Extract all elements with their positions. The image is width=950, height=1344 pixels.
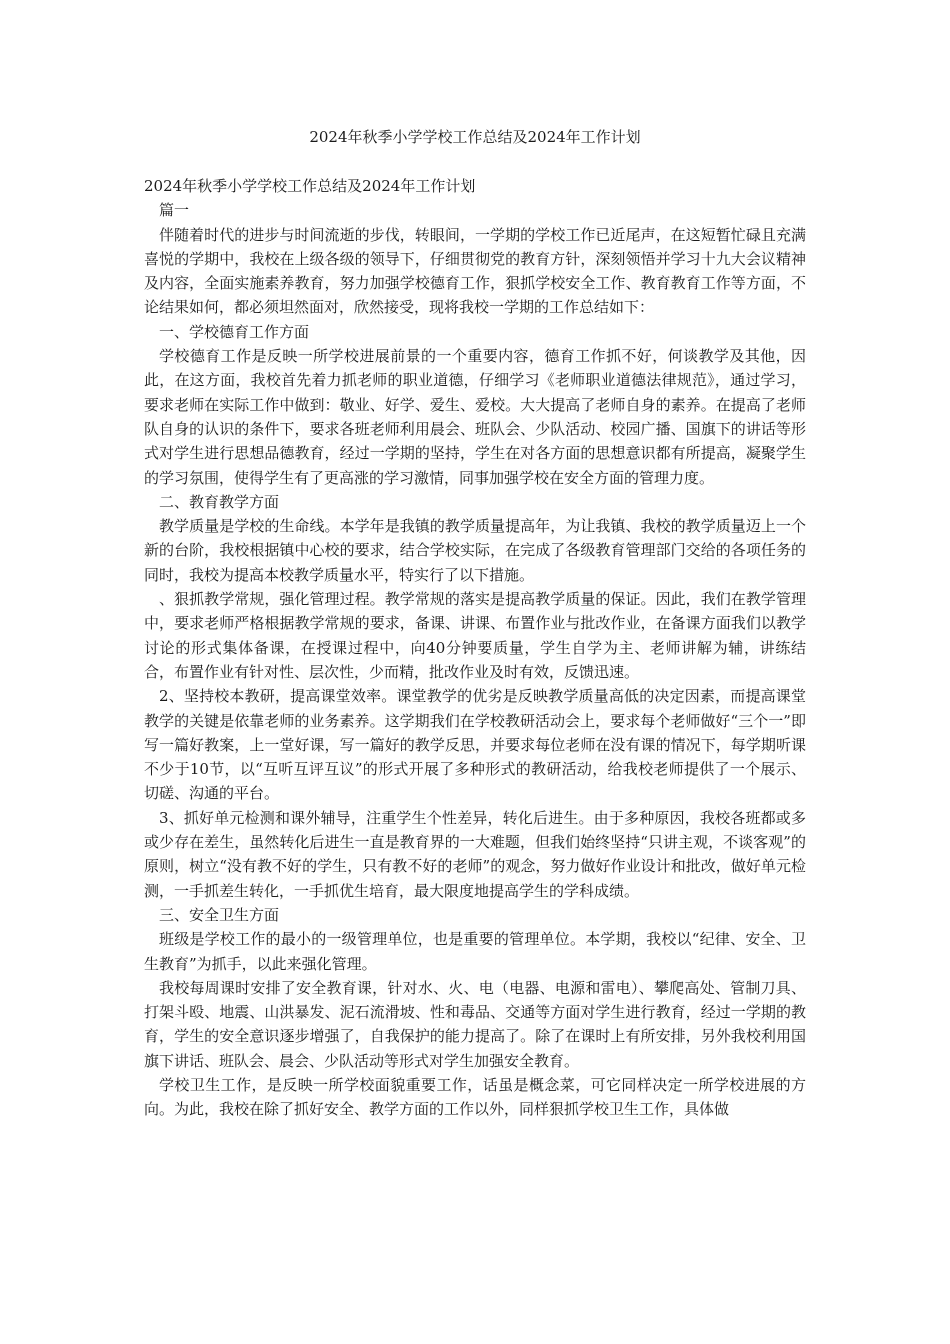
- document-subtitle: 2024年秋季小学学校工作总结及2024年工作计划: [144, 177, 476, 195]
- paragraph-class-management: 班级是学校工作的最小的一级管理单位，也是重要的管理单位。本学期，我校以“纪律、安全、卫生教育”为抓手，以此来强化管理。: [144, 930, 806, 973]
- paragraph-safety-education: 我校每周课时安排了安全教育课，针对水、火、电（电器、电源和雷电）、攀爬高处、管制刀具、打架斗殴、地震、山洪暴发、泥石流滑坡、性和毒品、交通等方面对学生进行教育，经过一学期的教育，学生的安全意识逐步增强了，自我保护的能力提高了。除了在课时上有所安排，另外我校利用国旗下讲话、班队会、晨会、少队活动等形式对学生加强安全教育。: [144, 978, 806, 1070]
- section-heading-teaching: 二、教育教学方面: [159, 492, 280, 511]
- paragraph-intro: 伴随着时代的进步与时间流逝的步伐，转眼间，一学期的学校工作已近尾声，在这短暂忙碌且充满喜悦的学期中，我校在上级各级的领导下，仔细贯彻党的教育方针，深刻领悟并学习十九大会议精神及内容，全面实施素养教育，努力加强学校德育工作，狠抓学校安全工作、教育教育工作等方面，不论结果如何，都必须坦然面对，欣然接受，现将我校一学期的工作总结如下：: [144, 225, 806, 317]
- paragraph-teaching-quality: 教学质量是学校的生命线。本学年是我镇的教学质量提高年，为让我镇、我校的教学质量迈上一个新的台阶，我校根据镇中心校的要求，结合学校实际，在完成了各级教育管理部门交给的各项任务的同时，我校为提高本校教学质量水平，特实行了以下措施。: [144, 517, 806, 584]
- paragraph-teaching-routine: 、狠抓教学常规，强化管理过程。教学常规的落实是提高教学质量的保证。因此，我们在教学管理中，要求老师严格根据教学常规的要求，备课、讲课、布置作业与批改作业，在备课方面我们以教学讨论的形式集体备课，在授课过程中，向40分钟要质量，学生自学为主、老师讲解为辅，讲练结合，布置作业有针对性、层次性，少而精，批改作业及时有效，反馈迅速。: [144, 590, 806, 681]
- section-heading-moral-education: 一、学校德育工作方面: [159, 322, 310, 341]
- part-label: 篇一: [159, 201, 190, 220]
- document-title: 2024年秋季小学学校工作总结及2024年工作计划: [309, 128, 641, 146]
- document-body: [144, 174, 806, 1122]
- paragraph-moral-education: 学校德育工作是反映一所学校进展前景的一个重要内容，德育工作抓不好，何谈教学及其他，因此，在这方面，我校首先着力抓老师的职业道德，仔细学习《老师职业道德法律规范》，通过学习，要求老师在实际工作中做到：敬业、好学、爱生、爱校。大大提高了老师自身的素养。在提高了老师队自身的认识的条件下，要求各班老师利用晨会、班队会、少队活动、校园广播、国旗下的讲话等形式对学生进行思想品德教育，经过一学期的坚持，学生在对各方面的思想意识都有所提高，凝聚学生的学习氛围，使得学生有了更高涨的学习激情，同事加强学校在安全方面的管理力度。: [144, 347, 806, 487]
- paragraph-hygiene: 学校卫生工作，是反映一所学校面貌重要工作，话虽是概念菜，可它同样决定一所学校进展的方向。为此，我校在除了抓好安全、教学方面的工作以外，同样狠抓学校卫生工作，具体做: [144, 1075, 806, 1119]
- paragraph-school-research: 2、坚持校本教研，提高课堂效率。课堂教学的优劣是反映教学质量高低的决定因素，而提高课堂教学的关键是依靠老师的业务素养。这学期我们在学校教研活动会上，要求每个老师做好“三个一”即写一篇好教案，上一堂好课，写一篇好的教学反思，并要求每位老师在没有课的情况下，每学期听课不少于10节，以“互听互评互议”的形式开展了多种形式的教研活动，给我校老师提供了一个展示、切磋、沟通的平台。: [144, 687, 806, 803]
- section-heading-safety-hygiene: 三、安全卫生方面: [159, 905, 280, 924]
- paragraph-unit-testing: 3、抓好单元检测和课外辅导，注重学生个性差异，转化后进生。由于多种原因，我校各班都或多或少存在差生，虽然转化后进生一直是教育界的一大难题，但我们始终坚持“只讲主观，不谈客观”的原则，树立“没有教不好的学生，只有教不好的老师”的观念，努力做好作业设计和批改，做好单元检测，一手抓差生转化，一手抓优生培育，最大限度地提高学生的学科成绩。: [144, 808, 806, 900]
